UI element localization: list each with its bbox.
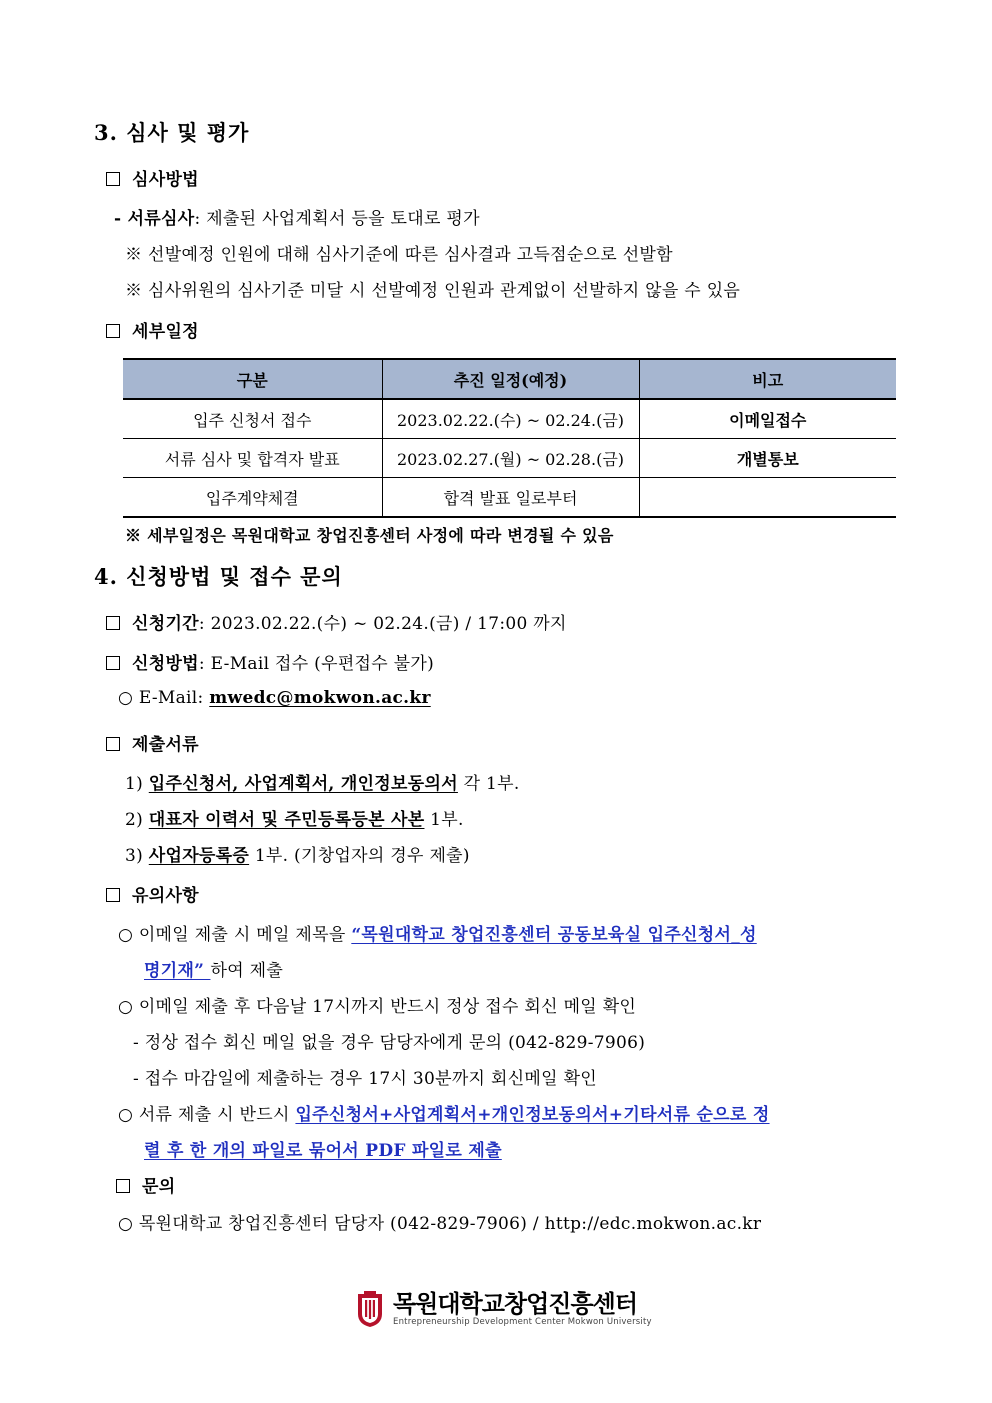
logo-name: 목원대학교창업진흥센터	[393, 1290, 638, 1318]
table-header-schedule: 추진 일정(예정)	[382, 359, 639, 399]
file-order-instruction: 렬 후 한 개의 파일로 묶어서 PDF 파일로 제출	[144, 1141, 502, 1161]
table-cell: 합격 발표 일로부터	[382, 478, 639, 518]
inquiry-heading	[116, 1172, 175, 1197]
logo-subtitle: Entrepreneurship Development Center Mokwon University	[393, 1317, 652, 1327]
document-item-1	[125, 769, 520, 794]
documents-label: 제출서류	[132, 735, 199, 755]
schedule-note: ※ 세부일정은 목원대학교 창업진흥센터 사정에 따라 변경될 수 있음	[125, 526, 614, 545]
table-row	[123, 439, 896, 478]
note-1-line-a	[118, 920, 757, 945]
note-2b: - 접수 마감일에 제출하는 경우 17시 30분까지 회신메일 확인	[133, 1069, 598, 1089]
table-cell: 2023.02.22.(수) ~ 02.24.(금)	[382, 399, 639, 439]
doc-review-label: - 서류심사	[114, 209, 195, 229]
inquiry-contact: ○ 목원대학교 창업진흥센터 담당자 (042-829-7906) / http://edc.mokwon.ac.kr	[118, 1214, 762, 1234]
item-number: 3)	[125, 846, 149, 866]
method-text: : E-Mail 접수 (우편접수 불가)	[198, 654, 435, 674]
table-cell: 서류 심사 및 합격자 발표	[123, 439, 382, 478]
schedule-heading	[106, 317, 199, 342]
note-2a: - 정상 접수 회신 메일 없을 경우 담당자에게 문의 (042-829-7906)	[133, 1033, 646, 1053]
mokwon-emblem-icon	[355, 1290, 385, 1328]
documents-heading	[106, 730, 199, 755]
schedule-header-row	[123, 359, 896, 399]
section-4-title: 4. 신청방법 및 접수 문의	[94, 564, 343, 589]
document-name: 입주신청서, 사업계획서, 개인정보동의서	[148, 774, 458, 794]
document-count: 각 1부.	[457, 774, 520, 794]
email-line	[118, 688, 431, 708]
inquiry-label: 문의	[142, 1177, 176, 1197]
document-name: 대표자 이력서 및 주민등록등본 사본	[148, 810, 425, 830]
note-text: ○ 서류 제출 시 반드시	[118, 1105, 296, 1125]
email-link[interactable]: mwedc@mokwon.ac.kr	[209, 688, 431, 708]
note-3-line-a	[118, 1100, 770, 1125]
item-number: 2)	[125, 810, 149, 830]
checkbox-square-icon	[116, 1179, 130, 1193]
checkbox-square-icon	[106, 324, 120, 338]
table-cell: 개별통보	[639, 439, 896, 478]
table-cell: 2023.02.27.(월) ~ 02.28.(금)	[382, 439, 639, 478]
schedule-table	[123, 358, 896, 518]
application-period-line	[106, 609, 567, 634]
table-cell: 이메일접수	[639, 399, 896, 439]
application-method-line	[106, 649, 434, 674]
checkbox-square-icon	[106, 737, 120, 751]
checkbox-square-icon	[106, 616, 120, 630]
document-count: 1부.	[424, 810, 464, 830]
notes-label: 유의사항	[132, 886, 199, 906]
checkbox-square-icon	[106, 172, 120, 186]
period-text: : 2023.02.22.(수) ~ 02.24.(금) / 17:00 까지	[198, 614, 567, 634]
email-subject-format: 명기재”	[144, 961, 211, 981]
file-order-instruction: 입주신청서+사업계획서+개인정보동의서+기타서류 순으로 정	[295, 1105, 770, 1125]
review-note-2: ※ 심사위원의 심사기준 미달 시 선발예정 인원과 관계없이 선발하지 않을 수 있음	[125, 281, 741, 301]
table-cell: 입주 신청서 접수	[123, 399, 382, 439]
period-label: 신청기간	[132, 614, 199, 634]
table-cell	[639, 478, 896, 518]
doc-review-line	[114, 204, 480, 229]
note-2: ○ 이메일 제출 후 다음날 17시까지 반드시 정상 접수 회신 메일 확인	[118, 997, 637, 1017]
document-item-2	[125, 805, 464, 830]
note-text: 하여 제출	[210, 961, 284, 981]
document-name: 사업자등록증	[148, 846, 250, 866]
document-count: 1부. (기창업자의 경우 제출)	[249, 846, 470, 866]
footer-logo	[355, 1290, 652, 1328]
note-3-line-b	[144, 1136, 502, 1161]
email-subject-format: “목원대학교 창업진흥센터 공동보육실 입주신청서_성	[351, 925, 757, 945]
document-item-3	[125, 841, 470, 866]
note-1-line-b	[144, 956, 283, 981]
table-row	[123, 478, 896, 518]
table-header-category: 구분	[123, 359, 382, 399]
review-method-label: 심사방법	[132, 170, 199, 190]
email-label: ○ E-Mail:	[118, 688, 210, 708]
checkbox-square-icon	[106, 656, 120, 670]
method-label: 신청방법	[132, 654, 199, 674]
section-3-title: 3. 심사 및 평가	[94, 120, 250, 145]
doc-review-text: : 제출된 사업계획서 등을 토대로 평가	[194, 209, 480, 229]
item-number: 1)	[125, 774, 149, 794]
table-row	[123, 399, 896, 439]
schedule-label: 세부일정	[132, 322, 199, 342]
note-text: ○ 이메일 제출 시 메일 제목을	[118, 925, 352, 945]
table-cell: 입주계약체결	[123, 478, 382, 518]
table-header-remarks: 비고	[639, 359, 896, 399]
checkbox-square-icon	[106, 888, 120, 902]
review-method-heading	[106, 165, 199, 190]
notes-heading	[106, 881, 199, 906]
review-note-1: ※ 선발예정 인원에 대해 심사기준에 따른 심사결과 고득점순으로 선발함	[125, 245, 673, 265]
